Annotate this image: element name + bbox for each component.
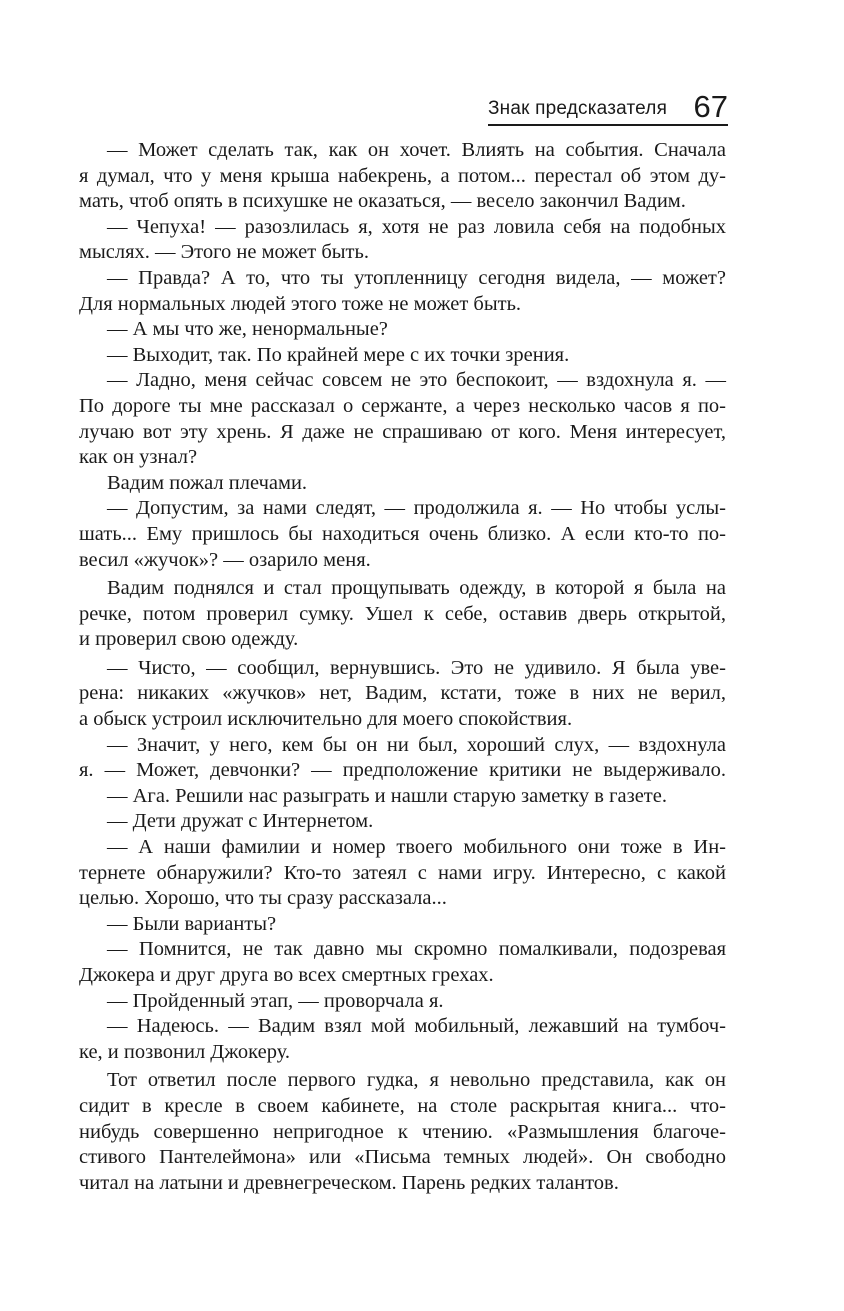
body-text	[79, 138, 726, 1196]
text-line: — Значит, у него, кем бы он ни был, хороший слух, — вздохнула	[107, 733, 726, 756]
text-line: мать, чтоб опять в психушке не оказаться, — весело закончил Вадим.	[79, 190, 686, 213]
text-line: — Допустим, за нами следят, — продолжила я. — Но чтобы услы-	[107, 497, 726, 520]
text-line: Вадим пожал плечами.	[107, 471, 308, 494]
text-line: — Выходит, так. По крайней мере с их точки зрения.	[107, 343, 570, 366]
text-line: — Ага. Решили нас разыграть и нашли старую заметку в газете.	[107, 784, 667, 807]
text-line: — Чепуха! — разозлилась я, хотя не раз ловила себя на подобных	[107, 215, 726, 238]
text-line: — Помнится, не так давно мы скромно помалкивали, подозревая	[107, 938, 726, 961]
text-line: Тот ответил после первого гудка, я невольно представила, как он	[107, 1069, 726, 1092]
text-line: Вадим поднялся и стал прощупывать одежду, в которой я была на	[107, 577, 726, 600]
text-line: Для нормальных людей этого тоже не может быть.	[79, 292, 522, 315]
text-line: — Чисто, — сообщил, вернувшись. Это не удивило. Я была уве-	[107, 656, 726, 679]
text-line: речке, потом проверил сумку. Ушел к себе, оставив дверь открытой,	[79, 602, 726, 625]
text-line: — Ладно, меня сейчас совсем не это беспокоит, — вздохнула я. —	[107, 369, 726, 392]
text-line: а обыск устроил исключительно для моего спокойствия.	[79, 708, 573, 731]
text-line: — Дети дружат с Интернетом.	[107, 810, 374, 833]
text-line: По дороге ты мне рассказал о сержанте, а через несколько часов я по-	[79, 394, 726, 417]
text-line: — А наши фамилии и номер твоего мобильного они тоже в Ин-	[107, 836, 726, 859]
text-line: — Надеюсь. — Вадим взял мой мобильный, лежавший на тумбоч-	[107, 1015, 726, 1038]
text-line: как он узнал?	[79, 446, 198, 469]
text-line: — Правда? А то, что ты утопленницу сегодня видела, — может?	[107, 266, 726, 289]
text-line: — Может сделать так, как он хочет. Влиять на события. Сначала	[107, 139, 726, 161]
running-header	[488, 86, 728, 126]
text-line: сидит в кресле в своем кабинете, на столе раскрытая книга... что-	[79, 1094, 726, 1117]
text-line: шать... Ему пришлось бы находиться очень близко. А если кто-то по-	[79, 522, 726, 545]
text-line: весил «жучок»? — озарило меня.	[79, 548, 371, 571]
text-line: Джокера и друг друга во всех смертных грехах.	[79, 964, 494, 986]
text-line: ке, и позвонил Джокеру.	[79, 1040, 291, 1063]
text-line: и проверил свою одежду.	[79, 628, 299, 651]
text-line: рена: никаких «жучков» нет, Вадим, кстати, тоже в них не верил,	[79, 682, 726, 705]
text-line: мыслях. — Этого не может быть.	[79, 241, 369, 264]
text-line: тернете обнаружили? Кто-то затеял с нами игру. Интересно, с какой	[79, 861, 726, 884]
text-line: я. — Может, девчонки? — предположение критики не выдерживало.	[79, 759, 726, 782]
text-line: — А мы что же, ненормальные?	[107, 318, 388, 341]
page-number: 67	[693, 89, 728, 124]
text-line: целью. Хорошо, что ты сразу рассказала...	[79, 887, 447, 910]
text-line: я думал, что у меня крыша набекрень, а потом... перестал об этом ду-	[79, 164, 726, 187]
text-line: лучаю вот эту хрень. Я даже не спрашиваю от кого. Меня интересует,	[79, 420, 726, 443]
text-line: читал на латыни и древнегреческом. Парень редких талантов.	[79, 1171, 619, 1194]
running-title: Знак предсказателя	[488, 98, 668, 119]
text-line: нибудь совершенно непригодное к чтению. «Размышления благоче-	[79, 1120, 726, 1143]
text-line: — Были варианты?	[107, 912, 277, 935]
text-line: — Пройденный этап, — проворчала я.	[107, 989, 444, 1012]
text-line: стивого Пантелеймона» или «Письма темных людей». Он свободно	[79, 1146, 726, 1169]
